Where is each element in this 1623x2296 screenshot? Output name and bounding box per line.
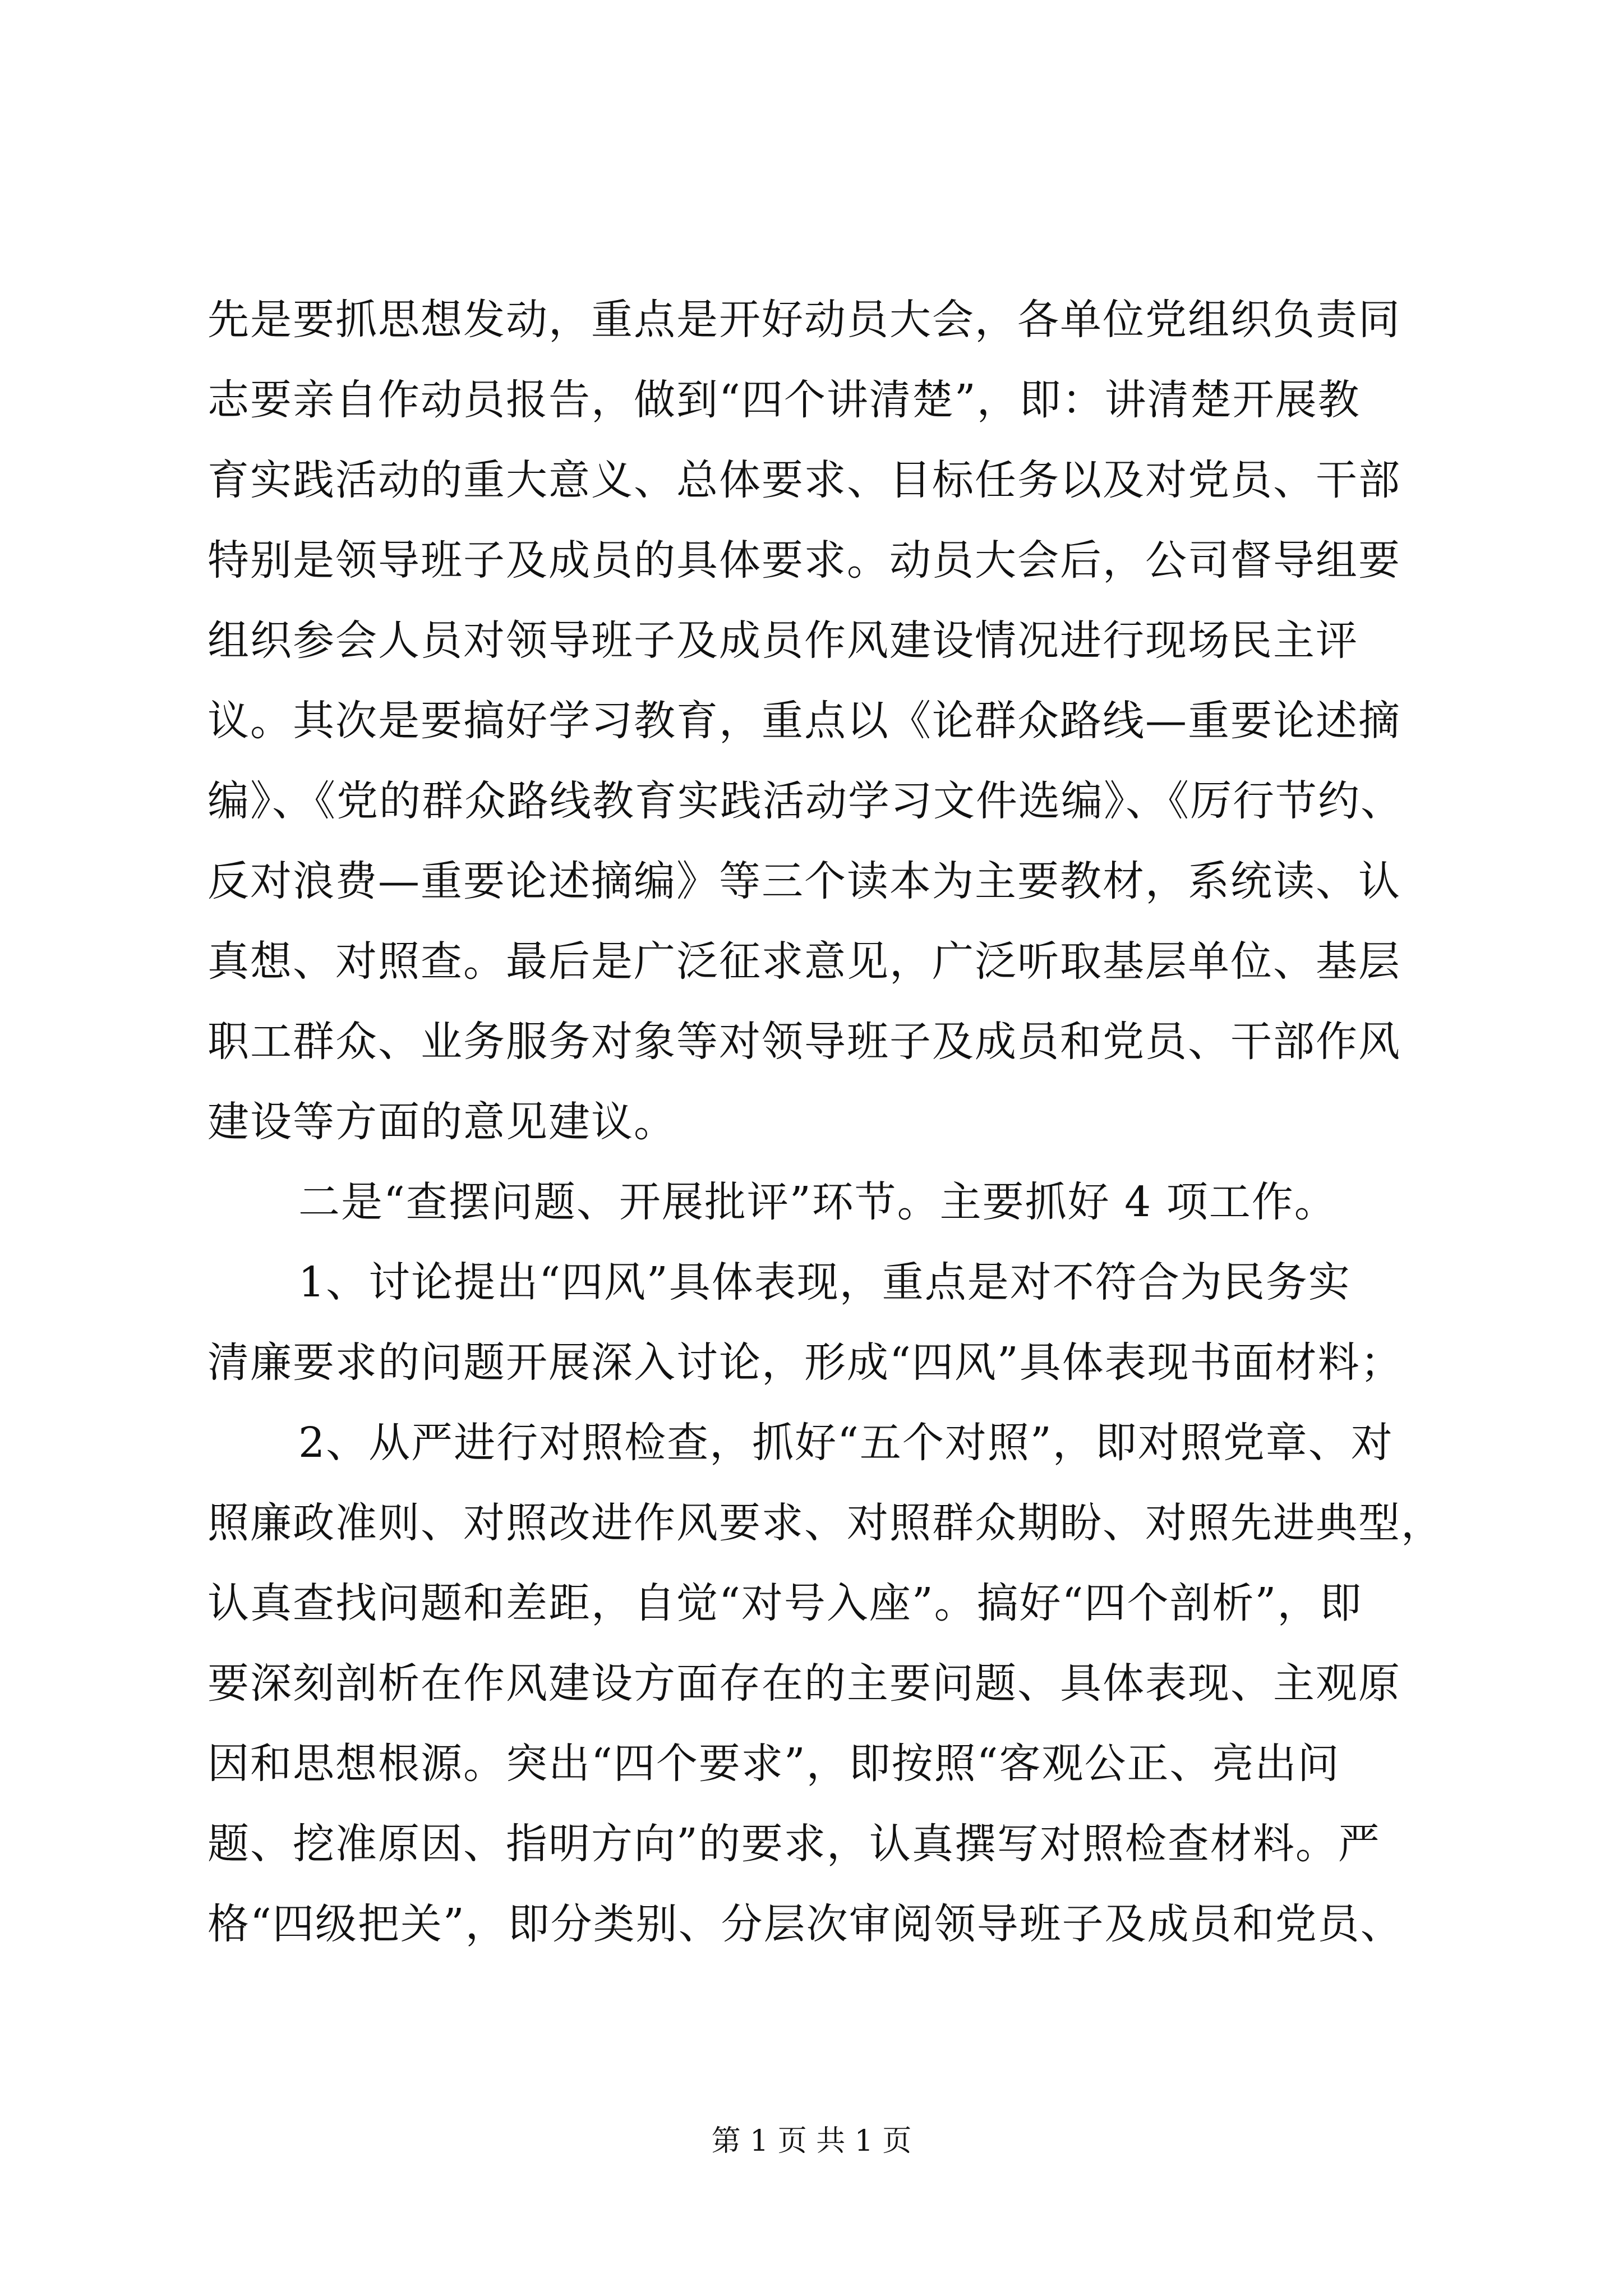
body-line-4: 特别是领导班子及成员的具体要求。动员大会后，公司督导组要 <box>208 536 1401 585</box>
body-line-17: 认真查找问题和差距，自觉“对号入座”。搞好“四个剖析”，即 <box>208 1579 1363 1627</box>
body-line-20: 题、挖准原因、指明方向”的要求，认真撰写对照检查材料。严 <box>208 1820 1381 1868</box>
body-line-11: 建设等方面的意见建议。 <box>208 1098 676 1146</box>
body-line-9: 真想、对照查。最后是广泛征求意见，广泛听取基层单位、基层 <box>208 937 1401 986</box>
body-line-7: 编》、《党的群众路线教育实践活动学习文件选编》、《厉行节约、 <box>208 777 1403 825</box>
body-line-13: 1、讨论提出“四风”具体表现，重点是对不符合为民务实 <box>298 1258 1351 1306</box>
body-line-16: 照廉政准则、对照改进作风要求、对照群众期盼、对照先进典型， <box>208 1499 1444 1547</box>
body-line-14: 清廉要求的问题开展深入讨论，形成“四风”具体表现书面材料； <box>208 1338 1403 1387</box>
body-line-10: 职工群众、业务服务对象等对领导班子及成员和党员、干部作风 <box>208 1018 1401 1066</box>
body-line-15: 2、从严进行对照检查，抓好“五个对照”，即对照党章、对 <box>298 1419 1394 1467</box>
body-line-1: 先是要抓思想发动，重点是开好动员大会，各单位党组织负责同 <box>208 296 1401 344</box>
body-line-8: 反对浪费—重要论述摘编》等三个读本为主要教材，系统读、认 <box>208 857 1401 905</box>
body-line-21: 格“四级把关”，即分类别、分层次审阅领导班子及成员和党员、 <box>208 1900 1403 1948</box>
body-line-2: 志要亲自作动员报告，做到“四个讲清楚”，即：讲清楚开展教 <box>208 376 1361 424</box>
body-line-5: 组织参会人员对领导班子及成员作风建设情况进行现场民主评 <box>208 616 1358 665</box>
body-line-6: 议。其次是要搞好学习教育，重点以《论群众路线—重要论述摘 <box>208 697 1401 745</box>
body-line-18: 要深刻剖析在作风建设方面存在的主要问题、具体表现、主观原 <box>208 1659 1401 1708</box>
body-line-3: 育实践活动的重大意义、总体要求、目标任务以及对党员、干部 <box>208 456 1401 504</box>
page-footer: 第 1 页 共 1 页 <box>711 2124 912 2158</box>
body-line-12: 二是“查摆问题、开展批评”环节。主要抓好 4 项工作。 <box>298 1178 1337 1226</box>
body-line-19: 因和思想根源。突出“四个要求”，即按照“客观公正、亮出问 <box>208 1740 1340 1788</box>
